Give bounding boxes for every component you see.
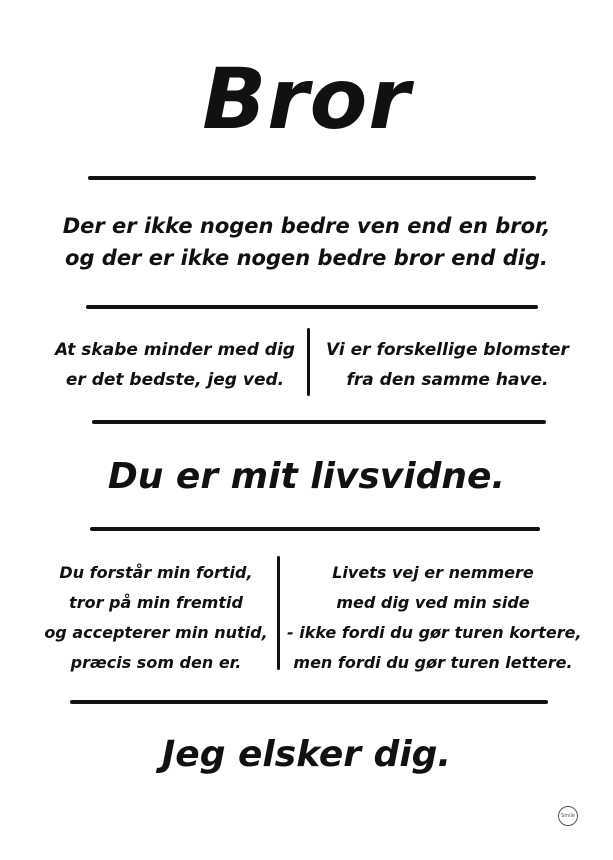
divider-line <box>70 700 548 704</box>
quote-right-2 <box>287 558 582 678</box>
vertical-divider <box>277 556 280 670</box>
quote-line: tror på min fremtid <box>69 593 243 612</box>
divider-line <box>92 420 546 424</box>
quote-line: præcis som den er. <box>70 653 242 672</box>
quote-line: Vi er forskellige blomster <box>326 340 569 360</box>
brand-logo-icon <box>558 806 578 826</box>
main-quote <box>0 210 613 274</box>
quote-left-1 <box>50 335 300 395</box>
vertical-divider <box>307 328 310 396</box>
quote-line: og accepterer min nutid, <box>44 623 268 642</box>
quote-line: men fordi du gør turen lettere. <box>293 653 573 672</box>
quote-line: At skabe minder med dig <box>55 340 295 360</box>
quote-line: Livets vej er nemmere <box>332 563 534 582</box>
heading-elsker-dig: Jeg elsker dig. <box>161 734 452 775</box>
main-quote-line: Der er ikke nogen bedre ven end en bror, <box>62 214 551 238</box>
quote-line: er det bedste, jeg ved. <box>65 370 285 390</box>
quote-line: Du forstår min fortid, <box>59 563 253 582</box>
main-quote-line: og der er ikke nogen bedre bror end dig. <box>65 246 548 270</box>
heading-livsvidne: Du er mit livsvidne. <box>107 456 506 497</box>
quote-right-1 <box>320 335 575 395</box>
quote-left-2 <box>40 558 272 678</box>
quote-line: - ikke fordi du gør turen kortere, <box>287 623 582 642</box>
divider-line <box>86 305 538 309</box>
quote-line: med dig ved min side <box>336 593 530 612</box>
brand-logo-text: Smile <box>561 813 575 819</box>
divider-line <box>90 527 540 531</box>
poster-title: Bror <box>202 50 411 148</box>
quote-line: fra den samme have. <box>346 370 549 390</box>
divider-line <box>88 176 536 180</box>
